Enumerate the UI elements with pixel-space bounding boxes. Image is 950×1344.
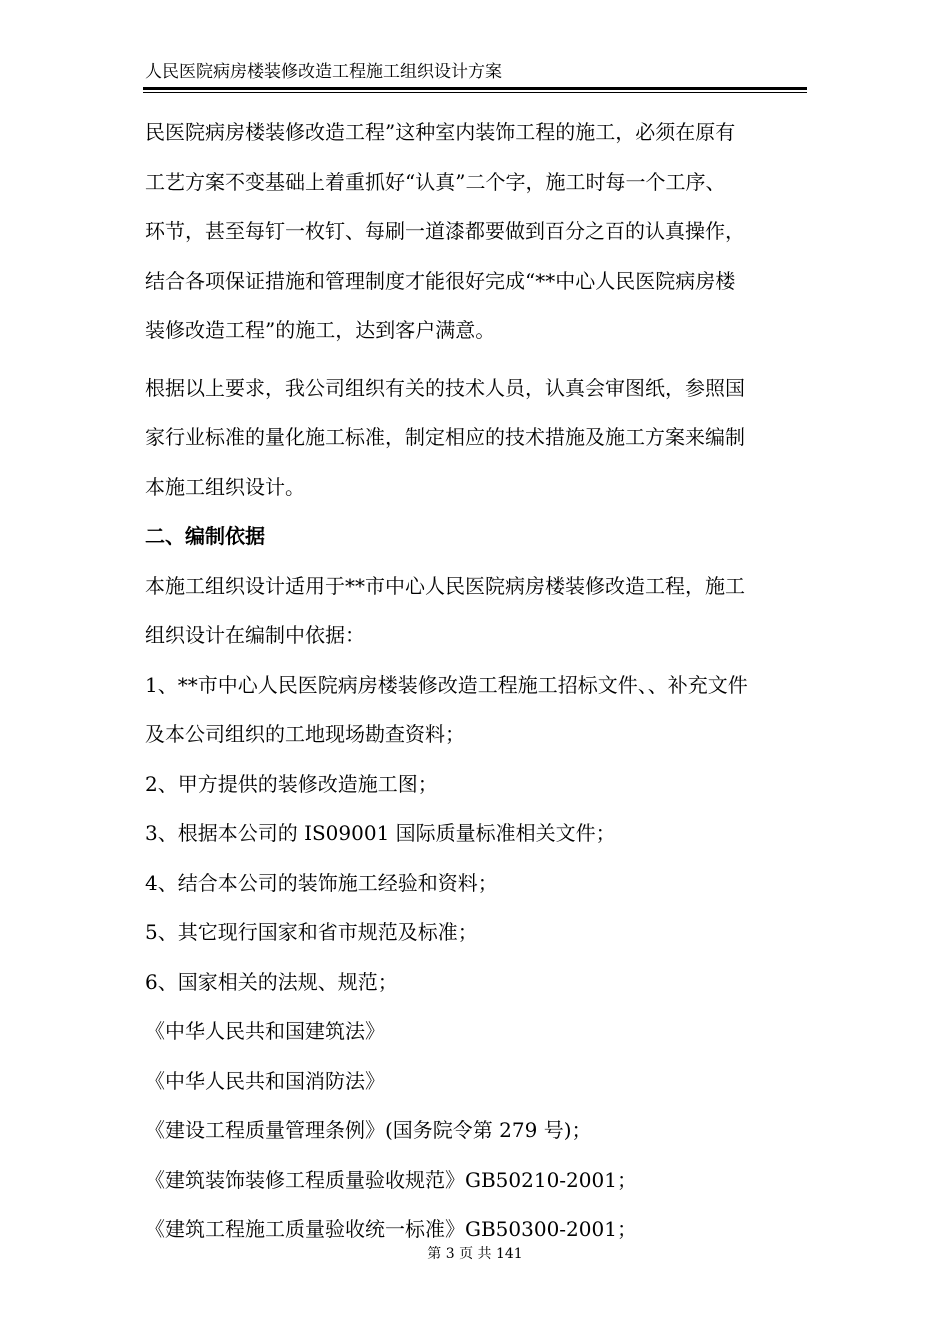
list-item: 3、根据本公司的 IS09001 国际质量标准相关文件；: [145, 821, 616, 845]
page-number: 第 3 页 共 141: [427, 1246, 523, 1262]
list-item: 4、结合本公司的装饰施工经验和资料；: [145, 870, 498, 895]
paragraph-line: 组织设计在编制中依据：: [145, 623, 365, 647]
law-item: 《建筑工程施工质量验收统一标准》GB50300-2001；: [145, 1217, 637, 1241]
paragraph-line: 家行业标准的量化施工标准，制定相应的技术措施及施工方案来编制: [145, 425, 745, 449]
section-heading: 二、编制依据: [145, 524, 265, 548]
law-item: 《中华人民共和国建筑法》: [145, 1019, 385, 1043]
paragraph-line: 结合各项保证措施和管理制度才能很好完成“**中心人民医院病房楼: [145, 268, 736, 293]
law-item: 《建筑装饰装修工程质量验收规范》GB50210-2001；: [145, 1167, 637, 1192]
paragraph-line: 本施工组织设计适用于**市中心人民医院病房楼装修改造工程，施工: [145, 573, 745, 598]
paragraph-line: 环节，甚至每钉一枚钉、每刷一道漆都要做到百分之百的认真操作，: [145, 219, 745, 243]
list-item: 及本公司组织的工地现场勘查资料；: [145, 722, 465, 746]
header-rule-thick: [143, 87, 807, 90]
law-item: 《建设工程质量管理条例》(国务院令第 279 号)；: [145, 1118, 592, 1142]
document-header-title: 人民医院病房楼装修改造工程施工组织设计方案: [145, 62, 502, 82]
paragraph-3: [145, 562, 807, 661]
paragraph-1: [145, 108, 807, 356]
list-item: 2、甲方提供的装修改造施工图；: [145, 771, 438, 796]
paragraph-line: 本施工组织设计。: [145, 474, 305, 499]
basis-list: [145, 661, 807, 1008]
paragraph-2: [145, 364, 807, 513]
header-rule-thin: [143, 92, 807, 93]
document-body: [145, 108, 807, 1255]
paragraph-line: 工艺方案不变基础上着重抓好“认真”二个字，施工时每一个工序、: [145, 169, 726, 194]
list-item: 5、其它现行国家和省市规范及标准；: [145, 920, 478, 944]
list-item: 1、**市中心人民医院病房楼装修改造工程施工招标文件、、补充文件: [145, 672, 748, 697]
paragraph-line: 民医院病房楼装修改造工程”这种室内装饰工程的施工，必须在原有: [145, 120, 736, 144]
paragraph-line: 装修改造工程”的施工，达到客户满意。: [145, 318, 496, 342]
paragraph-line: 根据以上要求，我公司组织有关的技术人员，认真会审图纸，参照国: [145, 375, 745, 400]
law-item: 《中华人民共和国消防法》: [145, 1068, 385, 1093]
list-item: 6、国家相关的法规、规范；: [145, 969, 398, 994]
law-list: [145, 1007, 807, 1255]
